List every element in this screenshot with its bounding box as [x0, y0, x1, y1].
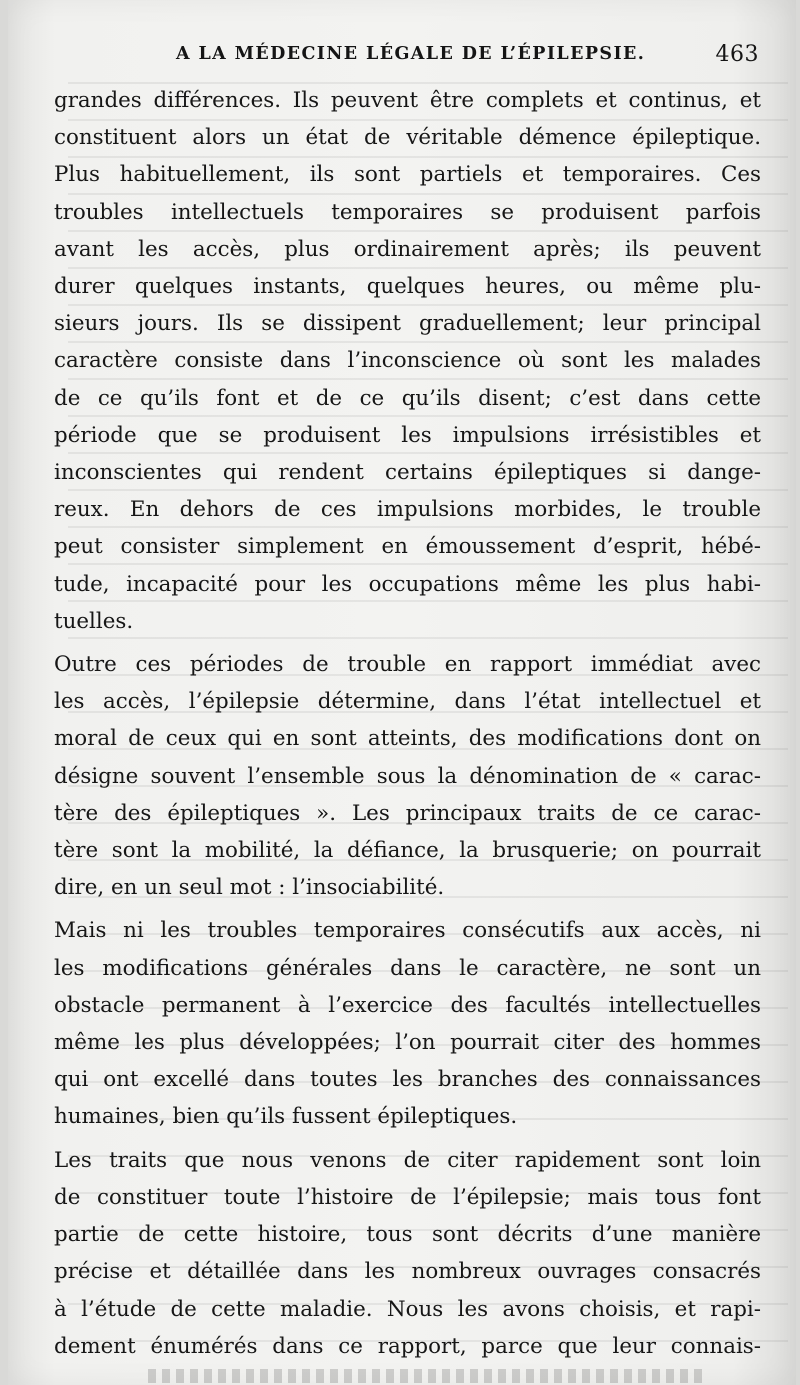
text-line: sieurs jours. Ils se dissipent graduellement; leur principal: [54, 311, 761, 337]
text-line: tude, incapacité pour les occupations même les plus habi-: [54, 571, 761, 597]
text-line: précise et détaillée dans les nombreux ouvrages consacrés: [54, 1259, 761, 1285]
paragraph-4: [54, 1142, 761, 1365]
text-line: même les plus développées; l’on pourrait citer des hommes: [54, 1030, 761, 1056]
text-line: tuelles.: [54, 608, 134, 634]
text-line: Les traits que nous venons de citer rapidement sont loin: [54, 1147, 761, 1173]
book-page: [8, 0, 796, 1385]
text-line: période que se produisent les impulsions irrésistibles et: [54, 422, 761, 448]
text-line: qui ont excellé dans toutes les branches des connaissances: [54, 1067, 761, 1093]
text-line: les modifications générales dans le caractère, ne sont un: [54, 955, 761, 981]
text-line: constituent alors un état de véritable démence épileptique.: [54, 125, 761, 151]
text-line: Plus habituellement, ils sont partiels et temporaires. Ces: [54, 162, 761, 188]
text-line: peut consister simplement en émoussement d’esprit, hébé-: [54, 534, 761, 560]
text-line: moral de ceux qui en sont atteints, des modifications dont on: [54, 726, 761, 752]
text-line: obstacle permanent à l’exercice des facultés intellectuelles: [54, 992, 761, 1018]
show-through-footer: [148, 1369, 708, 1383]
text-line: durer quelques instants, quelques heures, ou même plu-: [54, 274, 761, 300]
text-line: troubles intellectuels temporaires se produisent parfois: [54, 199, 761, 225]
text-line: dement énumérés dans ce rapport, parce que leur connais-: [54, 1333, 761, 1359]
text-line: partie de cette histoire, tous sont décrits d’une manière: [54, 1222, 761, 1248]
paragraph-3: [54, 912, 761, 1135]
text-line: tère sont la mobilité, la défiance, la brusquerie; on pourrait: [54, 838, 761, 864]
text-line: de constituer toute l’histoire de l’épilepsie; mais tous font: [54, 1184, 761, 1210]
text-line: avant les accès, plus ordinairement après; ils peuvent: [54, 236, 761, 262]
paragraph-1: [54, 82, 761, 640]
text-line: grandes différences. Ils peuvent être complets et continus, et: [54, 88, 761, 113]
text-line: humaines, bien qu’ils fussent épileptiques.: [54, 1104, 518, 1130]
text-line: à l’étude de cette maladie. Nous les avons choisis, et rapi-: [54, 1296, 761, 1322]
text-line: caractère consiste dans l’inconscience où sont les malades: [54, 348, 761, 374]
text-line: tère des épileptiques ». Les principaux traits de ce carac-: [54, 800, 761, 826]
page-number: 463: [715, 42, 759, 67]
text-line: Outre ces périodes de trouble en rapport immédiat avec: [54, 652, 761, 678]
text-line: de ce qu’ils font et de ce qu’ils disent; c’est dans cette: [54, 385, 761, 411]
text-line: inconscientes qui rendent certains épileptiques si dange-: [54, 460, 761, 486]
running-title: A LA MÉDECINE LÉGALE DE L’ÉPILEPSIE.: [176, 44, 646, 64]
text-line: dire, en un seul mot : l’insociabilité.: [54, 875, 445, 901]
text-line: reux. En dehors de ces impulsions morbides, le trouble: [54, 497, 761, 523]
page-header: [48, 42, 763, 76]
text-line: Mais ni les troubles temporaires consécutifs aux accès, ni: [54, 918, 761, 944]
text-line: les accès, l’épilepsie détermine, dans l’état intellectuel et: [54, 689, 761, 715]
text-line: désigne souvent l’ensemble sous la dénomination de « carac-: [54, 763, 761, 789]
body-text: [54, 82, 761, 1365]
paragraph-2: [54, 646, 761, 906]
